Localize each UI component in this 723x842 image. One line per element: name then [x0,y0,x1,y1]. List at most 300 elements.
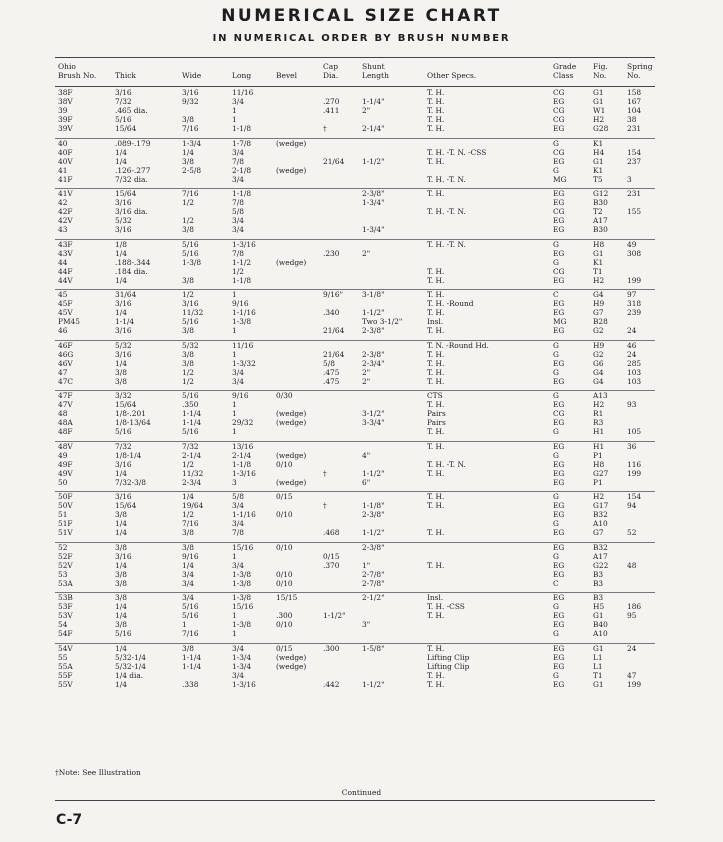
cell-long: 1-3/8 [232,620,252,630]
cell-shunt: Two 3-1/2" [362,317,403,327]
cell-fig: G28 [593,124,609,134]
cell-long: 1-3/4 [232,661,252,671]
cell-long: 3/4 [232,367,244,377]
table-row [55,157,655,166]
cell-spring: 49 [627,239,637,249]
cell-wide: 1/2 [182,376,194,386]
cell-shunt: 2-7/8" [362,569,385,579]
cell-grade: G [553,551,559,561]
cell-other: T. H. -T. N. [427,239,466,249]
cell-wide: 9/32 [182,97,199,107]
cell-thick: 3/16 [115,299,132,309]
cell-wide: 1/4 [182,492,194,501]
cell-wide: 5/16 [182,239,199,249]
cell-shunt: 2" [362,367,371,377]
cell-grade: EG [553,620,565,630]
cell-other: T. H. [427,358,445,368]
cell-grade: CG [553,409,565,419]
cell-no: 43F [58,239,73,249]
cell-wide: 5/32 [182,340,199,350]
brush-group [55,492,655,543]
table-row [55,543,655,552]
brush-group [55,290,655,341]
cell-wide: 2-3/4 [182,477,202,487]
cell-thick: 7/32-3/8 [115,477,146,487]
cell-shunt: 2-3/8" [362,326,385,336]
table-row [55,240,655,249]
table-row [55,478,655,487]
cell-spring: 199 [627,468,642,478]
cell-wide: 5/16 [182,611,199,621]
cell-no: 50V [58,501,73,511]
cell-shunt: 2-1/4" [362,124,385,134]
cell-long: 1 [232,106,237,116]
cell-other: T. H. [427,97,445,107]
cell-spring: 104 [627,106,642,116]
table-row [55,418,655,427]
cell-wide: 5/16 [182,602,199,612]
cell-long: 1 [232,409,237,419]
cell-long: 1-3/8 [232,593,252,602]
cell-fig: H8 [593,239,605,249]
cell-fig: K1 [593,165,604,175]
cell-thick: 1/4 [115,679,127,689]
table-row [55,249,655,258]
cell-cap: .442 [323,679,340,689]
cell-fig: T1 [593,266,603,276]
cell-fig: B32 [593,542,608,552]
cell-bevel: 0/10 [276,459,293,469]
cell-bevel: (wedge) [276,652,307,662]
cell-spring: 237 [627,156,642,166]
cell-long: 7/8 [232,198,244,208]
cell-wide: 1/2 [182,216,194,226]
cell-thick: 1/4 [115,602,127,612]
cell-thick: 31/64 [115,290,137,299]
cell-wide: .338 [182,679,199,689]
table-row [55,602,655,611]
cell-cap: .340 [323,308,340,318]
cell-fig: H2 [593,400,605,410]
cell-other: CTS [427,391,443,400]
cell-other: T. H. -T. N. -CSS [427,147,487,157]
cell-other: T. H. [427,349,445,359]
cell-thick: 3/32 [115,391,132,400]
cell-bevel: (wedge) [276,257,307,267]
cell-thick: .465 dia. [115,106,148,116]
table-row [55,88,655,97]
cell-shunt: 2-3/8" [362,189,385,198]
table-row [55,409,655,418]
cell-other: Pairs [427,418,446,428]
cell-cap: .468 [323,528,340,538]
column-header-spring: Spring No. [627,62,653,80]
cell-cap: 1-1/2" [323,611,346,621]
cell-shunt: 3" [362,620,371,630]
cell-fig: R1 [593,409,604,419]
cell-grade: EG [553,299,565,309]
cell-long: 1-1/2 [232,257,252,267]
cell-fig: G12 [593,189,609,198]
cell-thick: 1/4 [115,560,127,570]
cell-grade: G [553,519,559,529]
cell-grade: G [553,239,559,249]
cell-no: 54V [58,643,73,653]
table-row [55,216,655,225]
cell-cap: † [323,468,327,478]
cell-shunt: 2" [362,248,371,258]
cell-fig: B28 [593,317,608,327]
cell-other: T. H. -T. N. [427,207,466,217]
cell-other: T. H. [427,115,445,125]
cell-thick: 1/4 [115,528,127,538]
cell-grade: G [553,450,559,460]
cell-fig: W1 [593,106,606,116]
cell-bevel: (wedge) [276,477,307,487]
cell-fig: G27 [593,468,609,478]
cell-other: T. H. [427,643,445,653]
cell-fig: G7 [593,308,604,318]
table-row [55,400,655,409]
cell-wide: 3/16 [182,88,199,97]
cell-no: 43 [58,225,68,235]
table-row [55,317,655,326]
cell-wide: 3/4 [182,593,194,602]
cell-grade: EG [553,560,565,570]
cell-grade: EG [553,510,565,520]
cell-spring: 24 [627,643,637,653]
cell-long: 1-3/8 [232,578,252,588]
cell-cap: † [323,501,327,511]
cell-grade: EG [553,441,565,451]
footer-rule [55,800,655,801]
cell-thick: 7/32 [115,97,132,107]
cell-thick: 3/16 [115,198,132,208]
cell-spring: 308 [627,248,642,258]
cell-no: PM45 [58,317,80,327]
cell-wide: 5/16 [182,317,199,327]
cell-wide: 3/8 [182,358,194,368]
cell-no: 39 [58,106,68,116]
cell-other: T. H. [427,367,445,377]
cell-fig: B40 [593,620,608,630]
cell-fig: K1 [593,257,604,267]
cell-fig: A10 [593,519,608,529]
cell-long: 1-3/8 [232,569,252,579]
cell-other: T. H. [427,106,445,116]
cell-grade: EG [553,459,565,469]
cell-long: 3/4 [232,225,244,235]
cell-long: 1-7/8 [232,138,252,148]
cell-grade: G [553,670,559,680]
cell-no: 46 [58,326,68,336]
cell-fig: A17 [593,551,608,561]
cell-fig: G1 [593,679,604,689]
cell-thick: 5/32 [115,216,132,226]
cell-spring: 154 [627,147,642,157]
cell-wide: 3/8 [182,542,194,552]
cell-spring: 36 [627,441,637,451]
brush-group [55,88,655,139]
cell-no: 38F [58,88,73,97]
cell-cap: .300 [323,643,340,653]
cell-shunt: 3-1/8" [362,290,385,299]
cell-thick: 15/64 [115,501,137,511]
cell-grade: EG [553,652,565,662]
cell-fig: G4 [593,290,604,299]
cell-fig: R3 [593,418,604,428]
cell-thick: 3/8 [115,593,127,602]
table-row [55,290,655,299]
cell-wide: 7/16 [182,124,199,134]
cell-spring: 52 [627,528,637,538]
cell-long: 7/8 [232,528,244,538]
cell-grade: EG [553,124,565,134]
cell-long: 5/8 [232,207,244,217]
cell-grade: EG [553,477,565,487]
cell-no: 52V [58,560,73,570]
cell-other: T. N. -Round Hd. [427,340,489,350]
cell-thick: 5/16 [115,115,132,125]
cell-no: 45 [58,290,68,299]
cell-shunt: 1" [362,560,371,570]
cell-grade: MG [553,317,567,327]
cell-wide: 7/16 [182,629,199,639]
cell-fig: B3 [593,578,604,588]
cell-bevel: 0/10 [276,510,293,520]
cell-wide: 7/16 [182,519,199,529]
cell-wide: 11/32 [182,308,204,318]
cell-thick: 5/16 [115,427,132,437]
cell-no: 39V [58,124,73,134]
cell-fig: B32 [593,510,608,520]
cell-bevel: (wedge) [276,418,307,428]
cell-grade: EG [553,156,565,166]
cell-shunt: 2" [362,376,371,386]
cell-bevel: (wedge) [276,661,307,671]
cell-thick: 1/4 [115,275,127,285]
cell-grade: C [553,290,559,299]
cell-shunt: 2-1/2" [362,593,385,602]
cell-spring: 38 [627,115,637,125]
table-row [55,579,655,588]
cell-grade: G [553,340,559,350]
cell-cap: .370 [323,560,340,570]
cell-long: 1-1/8 [232,275,252,285]
cell-grade: CG [553,106,565,116]
table-row [55,124,655,133]
cell-cap: .270 [323,97,340,107]
cell-wide: 3/8 [182,528,194,538]
cell-shunt: 2" [362,106,371,116]
cell-no: 49V [58,468,73,478]
cell-fig: B3 [593,593,604,602]
cell-long: 2-1/8 [232,165,252,175]
cell-no: 42 [58,198,68,208]
cell-fig: H1 [593,441,605,451]
cell-long: 1-3/16 [232,239,256,249]
cell-spring: 103 [627,376,642,386]
column-header-bevel: Bevel [276,71,298,80]
cell-thick: 7/32 dia. [115,174,148,184]
brush-group [55,593,655,644]
table-row [55,460,655,469]
cell-other: T. H. [427,441,445,451]
column-header-shunt: Shunt Length [362,62,389,80]
table-row [55,391,655,400]
table-row [55,492,655,501]
cell-thick: .089-.179 [115,138,151,148]
cell-shunt: 6" [362,477,371,487]
column-header-grade: Grade Class [553,62,577,80]
cell-grade: G [553,629,559,639]
cell-bevel: (wedge) [276,165,307,175]
cell-long: 1-3/8 [232,317,252,327]
cell-fig: G4 [593,367,604,377]
cell-wide: 1 [182,620,187,630]
brush-group [55,543,655,594]
cell-long: 3/4 [232,560,244,570]
cell-no: 44F [58,266,73,276]
cell-fig: G1 [593,97,604,107]
brush-group [55,189,655,240]
cell-long: 1-3/4 [232,652,252,662]
cell-bevel: 15/15 [276,593,298,602]
cell-long: 13/16 [232,441,254,451]
cell-fig: T5 [593,174,603,184]
cell-fig: G6 [593,358,604,368]
cell-fig: B30 [593,225,608,235]
cell-grade: G [553,138,559,148]
cell-grade: CG [553,147,565,157]
cell-wide: 3/8 [182,156,194,166]
table-row [55,359,655,368]
cell-thick: 1/8-1/4 [115,450,142,460]
cell-thick: 1/4 [115,358,127,368]
cell-spring: 285 [627,358,642,368]
cell-fig: H4 [593,147,605,157]
cell-grade: EG [553,326,565,336]
cell-shunt: 1-3/4" [362,225,385,235]
cell-thick: 5/32-1/4 [115,652,146,662]
cell-wide: 1/2 [182,459,194,469]
table-row [55,519,655,528]
cell-wide: 1/4 [182,147,194,157]
table-row [55,611,655,620]
cell-thick: 3/16 [115,349,132,359]
cell-shunt: 1-1/2" [362,679,385,689]
cell-wide: 5/16 [182,391,199,400]
table-row [55,510,655,519]
cell-fig: A17 [593,216,608,226]
cell-fig: G2 [593,349,604,359]
cell-no: 50F [58,492,73,501]
cell-long: 11/16 [232,88,254,97]
table-row [55,175,655,184]
cell-fig: T2 [593,207,603,217]
cell-other: T. H. [427,308,445,318]
cell-long: 3/4 [232,147,244,157]
cell-thick: 3/16 dia. [115,207,148,217]
cell-bevel: 0/15 [276,492,293,501]
cell-shunt: 2-3/8" [362,510,385,520]
cell-no: 51 [58,510,68,520]
page-number: C-7 [56,812,83,828]
cell-wide: 1-1/4 [182,409,202,419]
cell-other: T. H. -CSS [427,602,465,612]
cell-long: 29/32 [232,418,254,428]
cell-wide: 1/4 [182,560,194,570]
cell-fig: H2 [593,492,605,501]
cell-no: 48V [58,441,73,451]
cell-wide: 1-1/4 [182,661,202,671]
cell-thick: 1/4 [115,156,127,166]
cell-long: 2-1/4 [232,450,252,460]
cell-long: 1 [232,349,237,359]
cell-long: 3/4 [232,643,244,653]
size-chart-table [55,88,655,693]
cell-thick: 15/64 [115,400,137,410]
cell-other: T. H. [427,156,445,166]
cell-wide: 3/8 [182,225,194,235]
cell-wide: 3/8 [182,326,194,336]
cell-spring: 167 [627,97,642,107]
cell-spring: 3 [627,174,632,184]
cell-spring: 155 [627,207,642,217]
cell-spring: 93 [627,400,637,410]
cell-no: 39F [58,115,73,125]
cell-fig: G1 [593,88,604,97]
cell-other: T. H. [427,400,445,410]
cell-no: 53V [58,611,73,621]
cell-other: T. H. -Round [427,299,474,309]
cell-wide: 3/8 [182,115,194,125]
cell-thick: 5/32-1/4 [115,661,146,671]
cell-long: 1 [232,629,237,639]
cell-long: 1 [232,400,237,410]
table-row [55,368,655,377]
cell-spring: 318 [627,299,642,309]
table-row [55,267,655,276]
table-row [55,629,655,638]
table-row [55,276,655,285]
cell-fig: L1 [593,652,603,662]
cell-long: 7/8 [232,248,244,258]
cell-shunt: 1-3/4" [362,198,385,208]
cell-no: 47 [58,367,68,377]
cell-no: 53B [58,593,73,602]
cell-other: T. H. -T. N. [427,459,466,469]
cell-wide: 1/2 [182,198,194,208]
cell-shunt: 4" [362,450,371,460]
table-row [55,341,655,350]
cell-spring: 105 [627,427,642,437]
cell-thick: 3/16 [115,492,132,501]
cell-thick: .126-.277 [115,165,151,175]
header-bottom-rule [55,86,655,87]
cell-cap: 0/15 [323,551,340,561]
cell-spring: 199 [627,679,642,689]
cell-bevel: 0/10 [276,620,293,630]
cell-grade: CG [553,207,565,217]
cell-grade: CG [553,115,565,125]
cell-fig: B3 [593,569,604,579]
cell-long: 3/4 [232,174,244,184]
cell-grade: EG [553,97,565,107]
cell-long: 3/4 [232,97,244,107]
cell-long: 5/8 [232,492,244,501]
cell-long: 1/2 [232,266,244,276]
